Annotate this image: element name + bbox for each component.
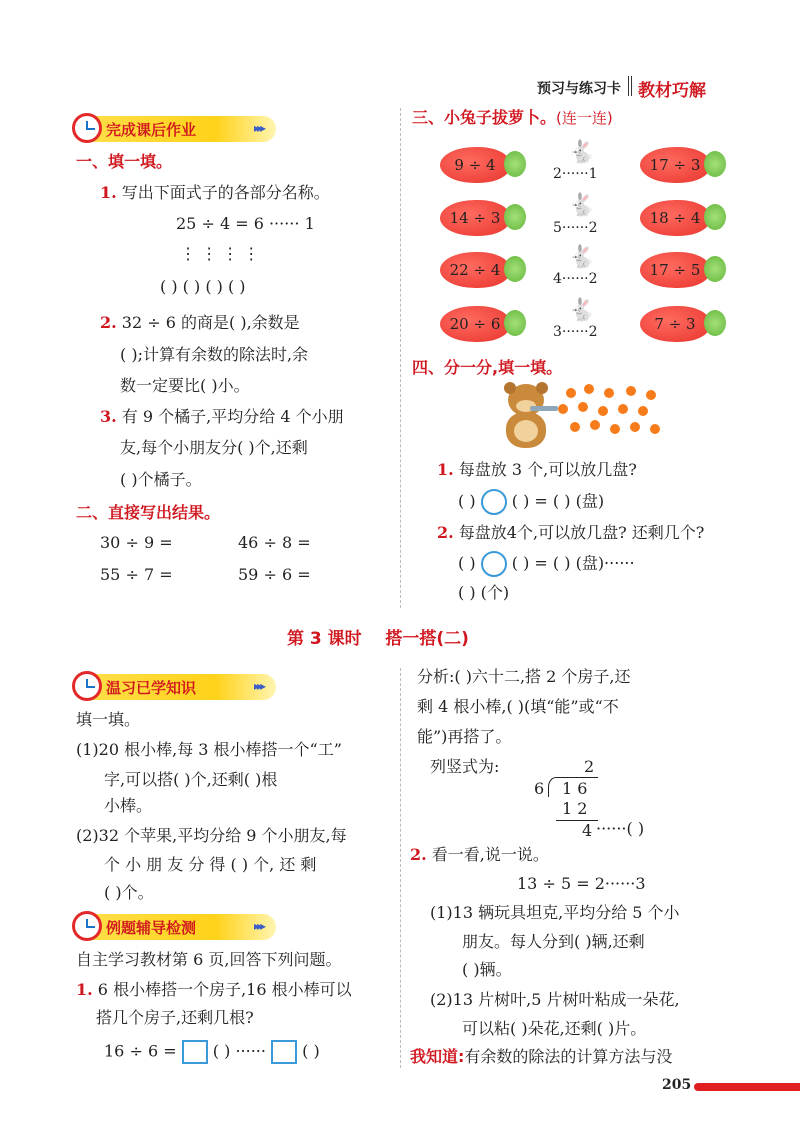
radish-label: 22 ÷ 4	[449, 261, 501, 279]
dividend: 1 6	[562, 779, 588, 798]
answer-box[interactable]	[182, 1040, 208, 1064]
rabbit-label-4[interactable]: 3······2	[553, 324, 598, 340]
example-q1-line2: 搭几个房子,还剩几根?	[96, 1008, 254, 1027]
q-text: 6 根小棒搭一个房子,16 根小棒可以	[97, 980, 352, 999]
divide-equation-1	[458, 489, 604, 515]
question-2	[100, 313, 300, 333]
rabbit-label-1[interactable]: 2······1	[553, 166, 598, 182]
radish-left-3[interactable]	[440, 250, 526, 290]
header-title: 预习与练习卡	[537, 81, 621, 97]
rabbit-icon: 🐇	[568, 193, 596, 218]
question-3	[100, 407, 344, 427]
q-num: 1.	[437, 460, 454, 479]
rabbit-label-3[interactable]: 4······2	[553, 271, 598, 287]
example-banner	[76, 914, 276, 940]
answer-blanks: ( ) ( ) ( ) ( )	[160, 277, 246, 296]
divide-question-2	[437, 523, 704, 543]
q-num: 3.	[100, 407, 117, 426]
clock-icon	[72, 671, 102, 701]
divide-equation-2	[458, 551, 635, 577]
rabbit-icon: 🐇	[568, 140, 596, 165]
column-divider-bottom	[400, 668, 401, 1068]
calc-2: 46 ÷ 8 =	[238, 533, 311, 552]
calc-4: 59 ÷ 6 =	[238, 565, 311, 584]
section-rabbit-hint: (连一连)	[556, 109, 613, 127]
radish-right-1[interactable]	[640, 145, 726, 185]
lesson-title: 第 3 课时 搭一搭(二)	[287, 629, 469, 649]
review-banner-label: 温习已学知识	[106, 679, 197, 697]
radish-right-2[interactable]	[640, 198, 726, 238]
q3-line3: ( )个橘子。	[120, 470, 202, 489]
q-num: 2.	[100, 313, 117, 332]
homework-banner-label: 完成课后作业	[106, 121, 197, 139]
long-division	[530, 757, 710, 840]
p2-line3: ( )个。	[104, 883, 154, 902]
header-subtitle: 教材巧解	[638, 81, 706, 101]
radish-left-1[interactable]	[440, 145, 526, 185]
section-rabbit-title: 三、小兔子拔萝卜。	[412, 108, 557, 127]
section-divide: 四、分一分,填一填。	[412, 358, 563, 377]
vertical-dots: ⋮ ⋮ ⋮ ⋮	[180, 244, 260, 263]
equation-text: 16 ÷ 6 =	[104, 1041, 177, 1061]
example-question-1	[76, 980, 352, 1000]
vertical-form-label: 列竖式为:	[430, 757, 500, 776]
radish-label: 20 ÷ 6	[449, 315, 501, 333]
q2-line2: ( );计算有余数的除法时,余	[120, 345, 309, 364]
s2-line1: (2)13 片树叶,5 片树叶粘成一朵花,	[430, 990, 680, 1009]
know-label: 我知道:	[410, 1047, 465, 1066]
column-divider-top	[400, 108, 401, 608]
clock-icon	[72, 113, 102, 143]
q-text: 写出下面式子的各部分名称。	[121, 183, 330, 202]
operator-circle[interactable]	[481, 551, 507, 577]
rabbit-icon: 🐇	[568, 245, 596, 270]
q3-line2: 友,每个小朋友分( )个,还剩	[120, 438, 308, 457]
blank[interactable]: ( ) ······	[212, 1041, 266, 1061]
study-intro: 自主学习教材第 6 页,回答下列问题。	[76, 950, 342, 969]
rabbit-icon: 🐇	[568, 298, 596, 323]
analysis-line2: 剩 4 根小棒,( )(填“能”或“不	[417, 697, 619, 716]
p2-line2: 个 小 朋 友 分 得 ( ) 个, 还 剩	[104, 855, 317, 874]
q2-line3: 数一定要比( )小。	[120, 376, 250, 395]
product: 1 2	[562, 799, 588, 818]
divisor: 6	[534, 779, 545, 798]
calc-3: 55 ÷ 7 =	[100, 565, 173, 584]
analysis-line3: 能”)再搭了。	[417, 727, 512, 746]
q-text: 有 9 个橘子,平均分给 4 个小朋	[121, 407, 344, 426]
calc-1: 30 ÷ 9 =	[100, 533, 173, 552]
p1-line2: 字,可以搭( )个,还剩( )根	[104, 770, 278, 789]
remainder-blank[interactable]: ······( )	[596, 819, 645, 838]
know-note	[410, 1047, 672, 1067]
blank[interactable]: ( )	[458, 491, 476, 511]
know-text: 有余数的除法的计算方法与没	[464, 1047, 673, 1066]
analysis-line1: 分析:( )六十二,搭 2 个房子,还	[417, 667, 631, 686]
radish-label: 18 ÷ 4	[649, 209, 701, 227]
q-num: 1.	[100, 183, 117, 202]
footer-bar	[694, 1083, 800, 1091]
s1-line1: (1)13 辆玩具坦克,平均分给 5 个小	[430, 903, 680, 922]
example-equation	[104, 1040, 320, 1064]
blank[interactable]: ( )	[302, 1041, 320, 1061]
quotient: 2	[584, 757, 595, 776]
p1-line1: (1)20 根小棒,每 3 根小棒搭一个“工”	[76, 740, 342, 759]
q-text: 看一看,说一说。	[431, 845, 549, 864]
radish-label: 9 ÷ 4	[454, 156, 496, 174]
remainder: 4	[582, 821, 593, 840]
divide-equation-2-tail[interactable]: ( ) (个)	[458, 583, 510, 602]
q-num: 2.	[437, 523, 454, 542]
chevron-right-icon: ▸▸▸	[254, 919, 264, 933]
p1-line3: 小棒。	[104, 796, 153, 815]
s1-line2: 朋友。每人分到( )辆,还剩	[462, 932, 645, 951]
question-1	[100, 183, 330, 203]
answer-box[interactable]	[271, 1040, 297, 1064]
chevron-right-icon: ▸▸▸	[254, 679, 264, 693]
radish-left-4[interactable]	[440, 304, 526, 344]
blank[interactable]: ( ) = ( ) (盘)······	[511, 553, 635, 573]
see-say-question	[410, 845, 549, 865]
oranges-group	[556, 384, 660, 444]
q-num: 1.	[76, 980, 93, 999]
section-direct-results: 二、直接写出结果。	[76, 503, 221, 522]
review-banner	[76, 674, 276, 700]
blank[interactable]: ( ) = ( ) (盘)	[511, 491, 605, 511]
radish-label: 17 ÷ 3	[649, 156, 701, 174]
s1-line3: ( )辆。	[462, 960, 512, 979]
homework-banner	[76, 116, 276, 142]
division-expression: 25 ÷ 4 = 6 ······ 1	[176, 214, 315, 233]
section-rabbit	[412, 108, 613, 128]
radish-right-3[interactable]	[640, 250, 726, 290]
rabbit-label-2[interactable]: 5······2	[553, 220, 598, 236]
example-banner-label: 例题辅导检测	[106, 919, 197, 937]
chevron-right-icon: ▸▸▸	[254, 121, 264, 135]
section-fill: 一、填一填。	[76, 152, 173, 171]
see-say-expression: 13 ÷ 5 = 2······3	[517, 874, 646, 893]
operator-circle[interactable]	[481, 489, 507, 515]
q-text: 32 ÷ 6 的商是( ),余数是	[121, 313, 300, 332]
q-num: 2.	[410, 845, 427, 864]
bear-icon	[500, 384, 552, 450]
s2-line2: 可以粘( )朵花,还剩( )片。	[462, 1019, 647, 1038]
radish-label: 14 ÷ 3	[449, 209, 501, 227]
divide-question-1	[437, 460, 637, 480]
radish-right-4[interactable]	[640, 304, 726, 344]
q-text: 每盘放 3 个,可以放几盘?	[458, 460, 637, 479]
header-divider	[628, 76, 632, 96]
fill-heading: 填一填。	[76, 710, 141, 729]
page-number: 205	[662, 1077, 692, 1093]
blank[interactable]: ( )	[458, 553, 476, 573]
radish-left-2[interactable]	[440, 198, 526, 238]
radish-label: 17 ÷ 5	[649, 261, 701, 279]
clock-icon	[72, 911, 102, 941]
q-text: 每盘放4个,可以放几盘? 还剩几个?	[458, 523, 705, 542]
radish-label: 7 ÷ 3	[654, 315, 696, 333]
p2-line1: (2)32 个苹果,平均分给 9 个小朋友,每	[76, 826, 347, 845]
